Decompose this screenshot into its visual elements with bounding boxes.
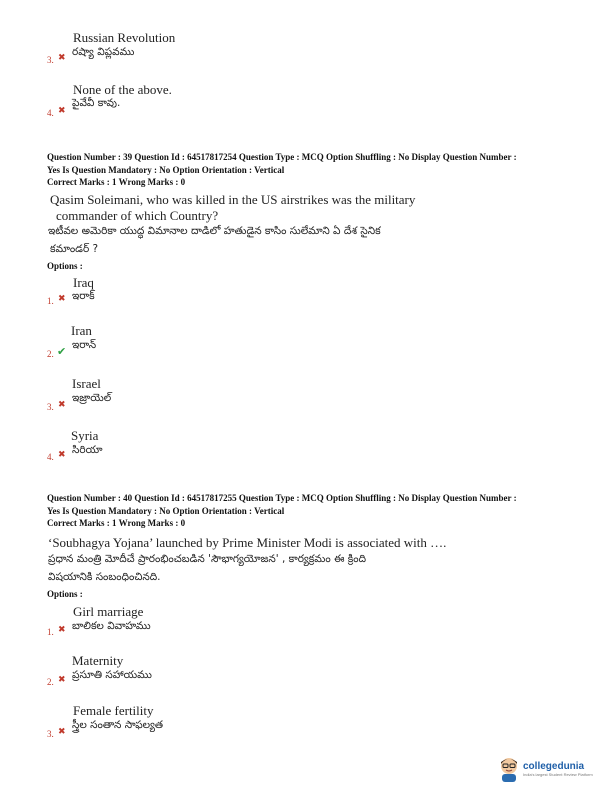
option-text-te: స్త్రీల సంతాన సాఫల్యత bbox=[72, 719, 164, 731]
collegedunia-logo bbox=[498, 756, 593, 782]
option-number: 3. bbox=[47, 55, 54, 65]
question-line: ప్రధాన మంత్రి మోదీచే ప్రారంభించబడిన 'సౌభాగ్యయోజన' , కార్యక్రమం ఈ క్రింది bbox=[48, 553, 366, 565]
wrong-icon: ✖ bbox=[58, 106, 66, 116]
option-text-en: None of the above. bbox=[73, 82, 172, 97]
option-number: 2. bbox=[47, 349, 54, 359]
correct-check-icon: ✔ bbox=[57, 345, 67, 358]
question-line: ‘Soubhagya Yojana’ launched by Prime Minister Modi is associated with …. bbox=[48, 535, 447, 550]
option-number: 1. bbox=[47, 627, 54, 637]
meta-line: Yes Is Question Mandatory : No Option Orientation : Vertical bbox=[47, 505, 285, 516]
option-text-te: రష్యా విప్లవము bbox=[72, 46, 135, 58]
wrong-icon: ✖ bbox=[58, 294, 66, 304]
logo-tagline: India's largest Student Review Platform bbox=[523, 771, 593, 777]
option-text-te: బాలికల వివాహము bbox=[72, 620, 151, 632]
option-text-en: Russian Revolution bbox=[73, 30, 176, 45]
wrong-icon: ✖ bbox=[58, 727, 66, 737]
question-meta bbox=[47, 492, 587, 530]
option-text-te: ఇరాక్ bbox=[72, 290, 95, 302]
option-number: 4. bbox=[47, 452, 54, 462]
question-text-en bbox=[48, 535, 446, 551]
option-number: 1. bbox=[47, 296, 54, 306]
option-text-en: Israel bbox=[72, 376, 101, 391]
option-text-en: Iraq bbox=[73, 275, 94, 290]
question-line: Qasim Soleimani, who was killed in the US airstrikes was the military bbox=[50, 192, 416, 207]
wrong-icon: ✖ bbox=[58, 450, 66, 460]
meta-line: Correct Marks : 1 Wrong Marks : 0 bbox=[47, 518, 186, 528]
option-text-en: Iran bbox=[71, 323, 92, 338]
question-line: కమాండర్ ? bbox=[50, 243, 99, 255]
option-number: 4. bbox=[47, 108, 54, 118]
question-line: commander of which Country? bbox=[56, 208, 219, 223]
meta-line: Yes Is Question Mandatory : No Option Orientation : Vertical bbox=[47, 164, 285, 175]
option-number: 3. bbox=[47, 402, 54, 412]
mascot-icon bbox=[498, 756, 520, 782]
option-text-te: పైవేవీ కావు. bbox=[72, 97, 121, 109]
meta-line: Question Number : 40 Question Id : 64517817255 Question Type : MCQ Option Shuffling : No Display Question Number : bbox=[47, 493, 517, 503]
wrong-icon: ✖ bbox=[58, 53, 66, 63]
question-line: విషయానికి సంబంధించినది. bbox=[48, 571, 161, 583]
question-meta bbox=[47, 151, 587, 189]
option-number: 3. bbox=[47, 729, 54, 739]
option-text-te: ప్రసూతి సహాయము bbox=[72, 669, 152, 681]
wrong-icon: ✖ bbox=[58, 675, 66, 685]
meta-line: Correct Marks : 1 Wrong Marks : 0 bbox=[47, 177, 186, 187]
option-text-en: Girl marriage bbox=[73, 604, 144, 619]
wrong-icon: ✖ bbox=[58, 400, 66, 410]
wrong-icon: ✖ bbox=[58, 625, 66, 635]
question-text-en bbox=[50, 192, 415, 224]
options-label: Options : bbox=[47, 589, 83, 599]
option-text-te: ఇరాన్ bbox=[72, 339, 97, 351]
option-text-en: Female fertility bbox=[73, 703, 154, 718]
option-text-te: సిరియా bbox=[72, 444, 103, 456]
question-text-te bbox=[48, 550, 366, 586]
option-number: 2. bbox=[47, 677, 54, 687]
meta-line: Question Number : 39 Question Id : 64517817254 Question Type : MCQ Option Shuffling : No Display Question Number : bbox=[47, 152, 517, 162]
question-text-te bbox=[48, 222, 381, 258]
option-text-te: ఇజ్రాయెల్ bbox=[72, 392, 112, 404]
option-text-en: Syria bbox=[71, 428, 99, 443]
logo-name: collegedunia bbox=[523, 760, 585, 772]
options-label: Options : bbox=[47, 261, 83, 271]
option-text-en: Maternity bbox=[72, 653, 124, 668]
question-line: ఇటీవల అమెరికా యుద్ధ విమానాల దాడిలో హతుడైన కాసిం సులేమాని ఏ దేశ సైనిక bbox=[48, 225, 381, 237]
